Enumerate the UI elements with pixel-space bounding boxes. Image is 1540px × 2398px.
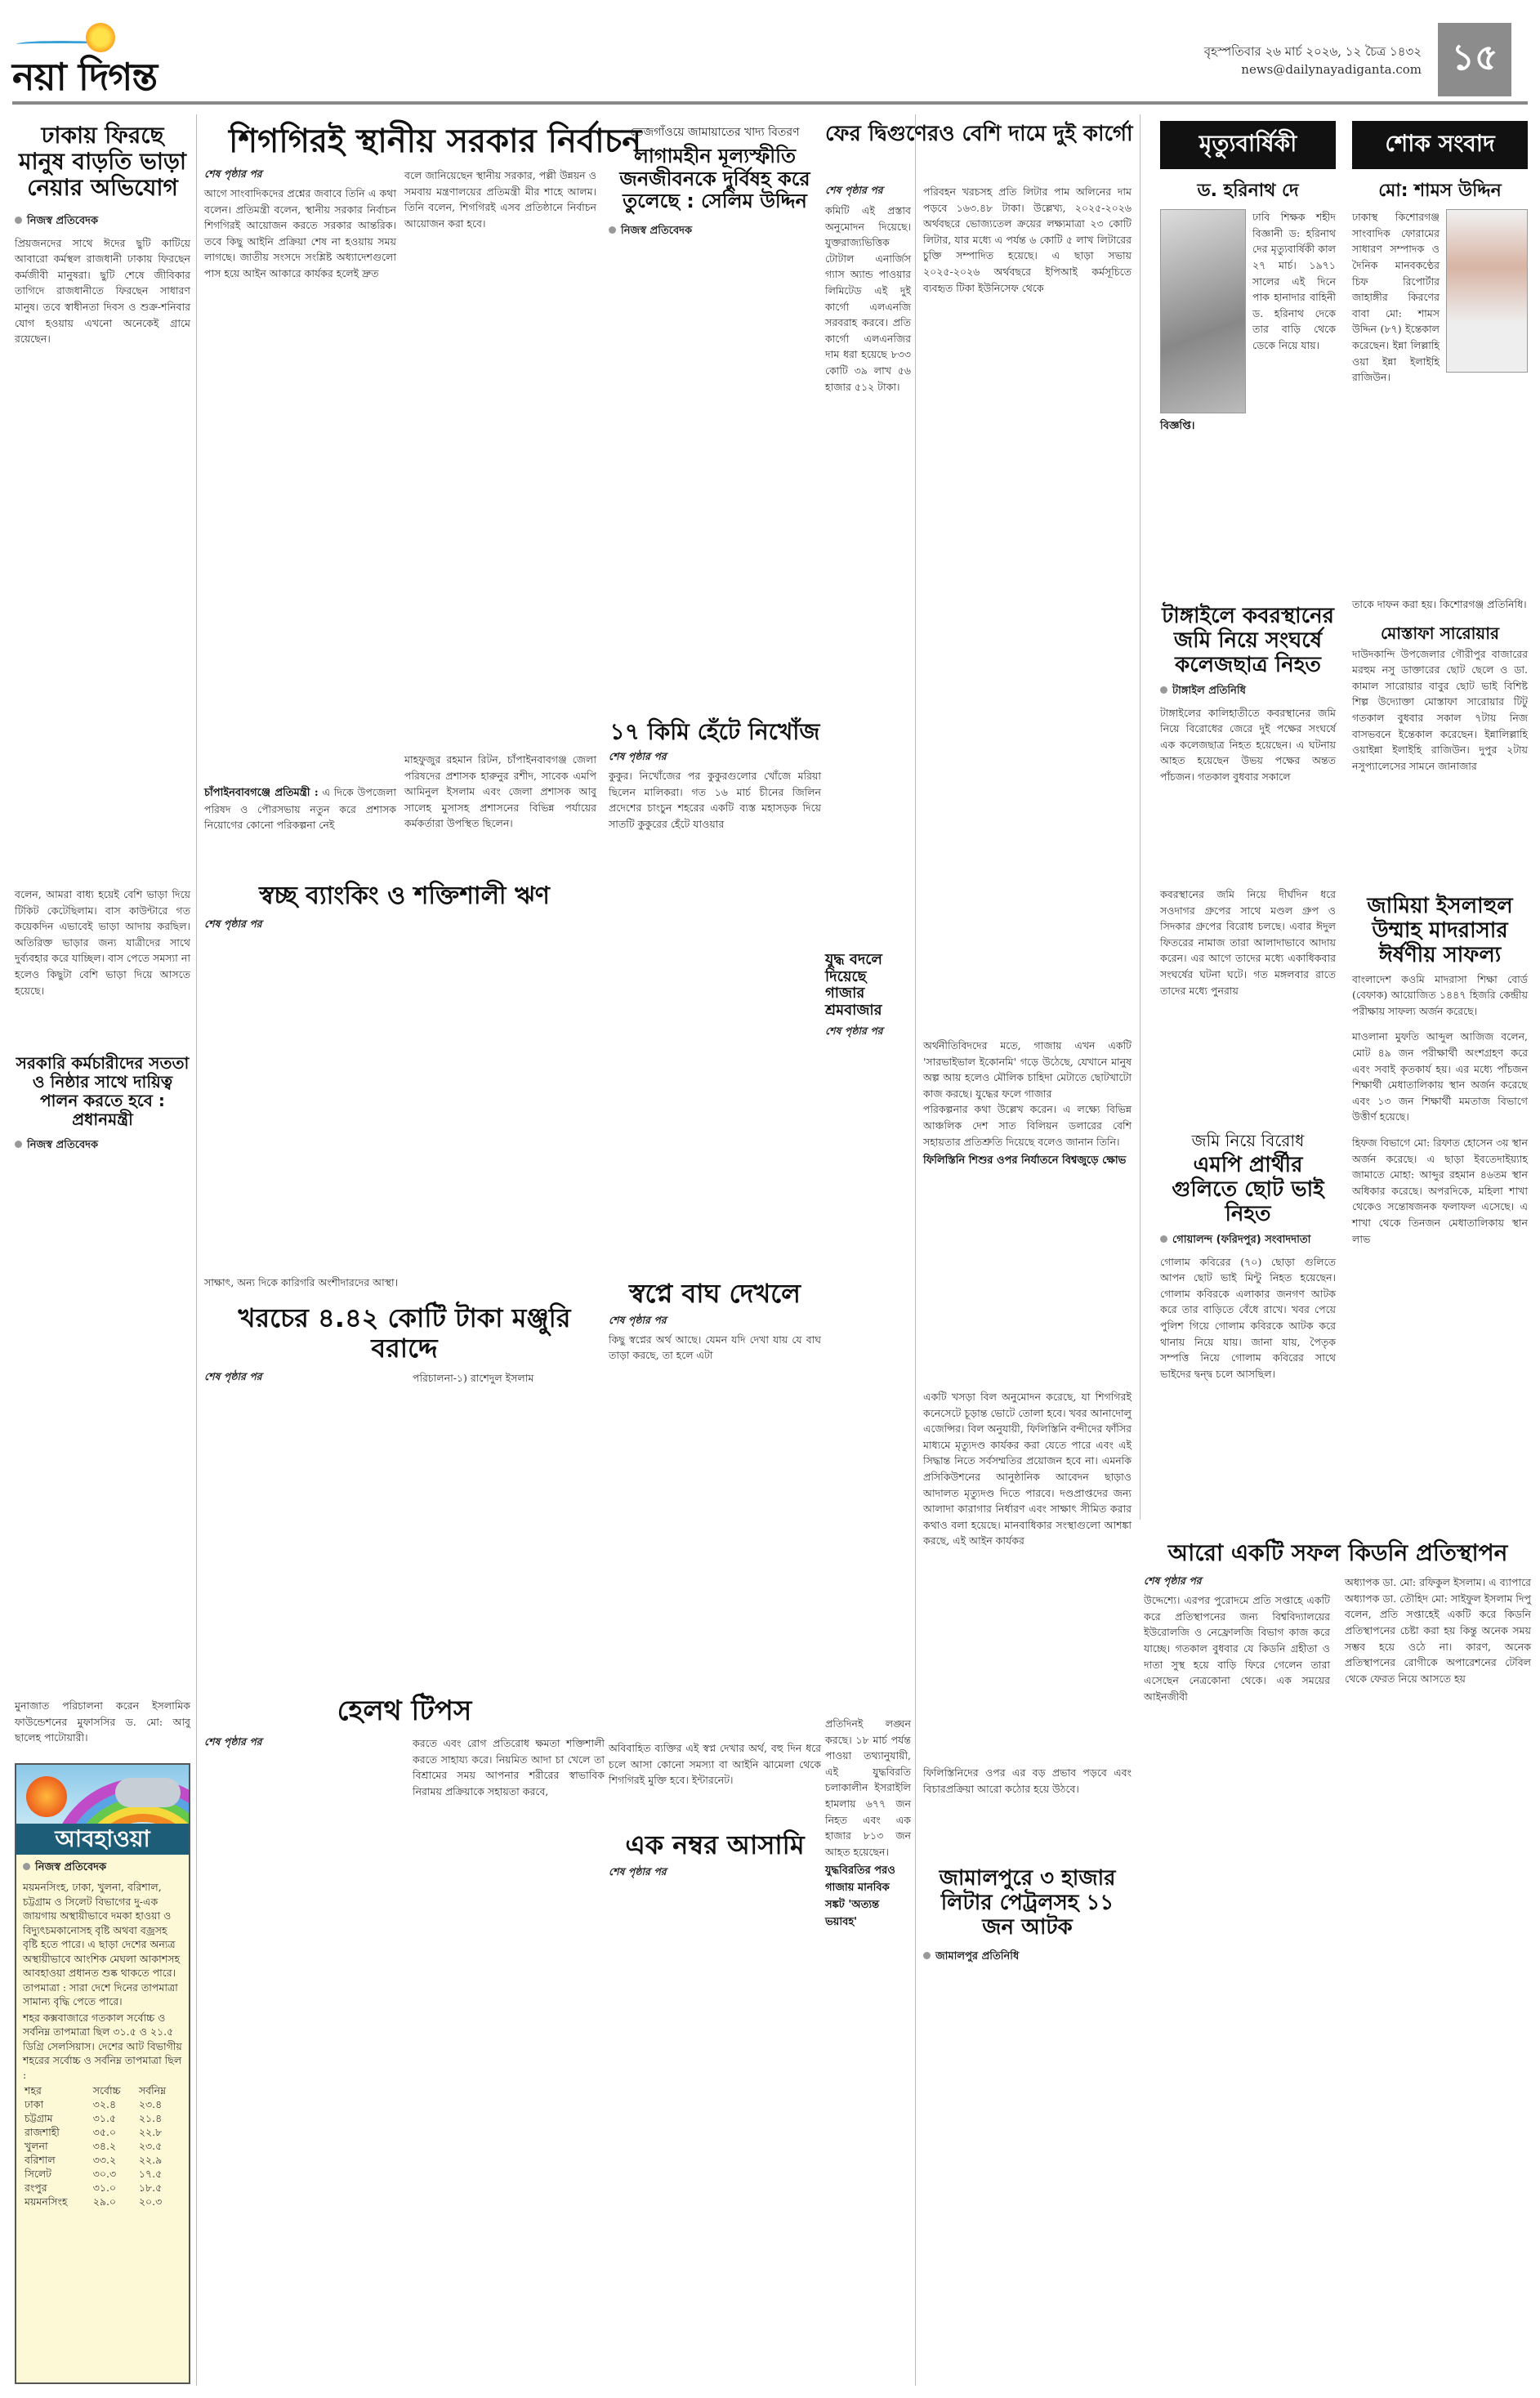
kicker: জমি নিয়ে বিরোধ (1191, 1131, 1305, 1150)
subhead: চাঁপাইনবাবগঞ্জে প্রতিমন্ত্রী : (204, 787, 319, 799)
continued-label: শেষ পৃষ্ঠার পর (609, 1313, 667, 1326)
issue-date: বৃহস্পতিবার ২৬ মার্চ ২০২৬, ১২ চৈত্র ১৪৩২ (1203, 44, 1422, 59)
table-row (23, 2181, 182, 2195)
article-local-election-col2 (404, 167, 596, 231)
min-temp: ২৩.৪ (138, 2098, 163, 2110)
article-body: পরিচালনা-১) রাশেদুল ইসলাম (413, 1371, 534, 1384)
article-body-2: পরিবহন খরচসহ প্রতি লিটার পাম অলিনের দাম পড়বে ১৬৩.৪৮ টাকা। উল্লেখ্য, ২০২৫-২০২৬ অর্থবছরে ভোজ্যতেল ক্রয়ের লক্ষ্যমাত্রা ২৩ কোটি লিটার, যার মধ্যে এ পর্যন্ত ৬ কোটি ৫ লাখ লিটারের চুক্তি সম্পাদিত হয়েছে। এ ছাড়া সভায় ২০২৫-২০২৬ অর্থবছরে ইপিআই কর্মসূচিতে ব্যবহৃত টিকা ইউনিসেফ থেকে (923, 185, 1132, 294)
article-tangail (1160, 605, 1336, 785)
max-temp: ২৯.০ (92, 2195, 117, 2208)
table-row (23, 2097, 182, 2111)
article-lng-cargo-col1 (825, 184, 911, 202)
article-gaza-col2 (923, 1038, 1132, 1170)
continued-label: শেষ পৃষ্ঠার পর (825, 184, 883, 196)
dateline (1204, 42, 1422, 78)
city: রংপুর (25, 2181, 47, 2194)
subhead: ফিলিস্তিনি শিশুর ওপর নির্যাতনে বিশ্বজুড়ে ক্ষোভ (923, 1154, 1127, 1168)
city: সিলেট (25, 2168, 51, 2180)
byline: গোয়ালন্দ (ফরিদপুর) সংবাদদাতা (1172, 1233, 1311, 1246)
max-temp: ৩০.৩ (92, 2168, 117, 2180)
header-min: সর্বনিম্ন (138, 2084, 167, 2097)
portrait-photo (1446, 209, 1528, 373)
continued-label: শেষ পৃষ্ঠার পর (204, 167, 262, 180)
min-temp: ২২.৮ (138, 2126, 163, 2138)
article-body: গোলাম কবিরের (৭০) ছোড়া গুলিতে আপন ছোট ভাই মিন্টু নিহত হয়েছেন। গোলাম কবিরকে এলাকার জনগণ আটক করে তার বাড়িতে বেঁধে রাখে। খবর পেয়ে পুলিশ গিয়ে গোলাম কবিরকে আটক করে থানায় নিয়ে যায়। জানা যায়, পৈতৃক সম্পত্তি নিয়ে গোলাম কবিরের সাথে ভাইদের দ্বন্দ্ব চলে আসছিল। (1160, 1255, 1336, 1380)
byline: জামালপুর প্রতিনিধি (935, 1949, 1020, 1963)
continued-label: শেষ পৃষ্ঠার পর (204, 1735, 262, 1748)
article-body: টাঙ্গাইলের কালিহাতীতে কবরস্থানের জমি নিয়ে বিরোধের জেরে দুই পক্ষের সংঘর্ষে এক কলেজছাত্র নিহত হয়েছেন। এ ঘটনায় আহত হয়েছেন উভয় পক্ষের অন্তত পাঁচজন। গতকাল বুধবার সকালে (1160, 706, 1336, 784)
header-city: শহর (25, 2084, 42, 2097)
article-body-2: অধ্যাপক ডা. মো: রফিকুল ইসলাম। এ ব্যাপারে অধ্যাপক ডা. তৌহিদ মো: সাইফুল ইসলাম দিপু বলেন, প্রতি সপ্তাহেই একটি করে কিডনি প্রতিস্থাপনের চেষ্টা করা হয় কিন্তু অনেক সময় সম্ভব হয়ে ওঠে না। কারণ, অনেক প্রতিস্থাপনের রোগীকে অপারেশনের টেবিল থেকে ফেরত নিয়ে আসতে হয় (1345, 1576, 1531, 1685)
article-dhaka-return (15, 123, 190, 347)
article-body: কুকুর। নিখোঁজের পর কুকুরগুলোর খোঁজে মরিয়া ছিলেন মালিকরা। গত ১৬ মার্চ চীনের জিলিন প্রদেশের চাংচুন শহরের একটি ব্যস্ত মহাসড়ক দিয়ে সাতটি কুকুরের হেঁটে যাওয়ার (609, 770, 821, 830)
article-local-election-subhead (204, 784, 396, 833)
subhead-body: এ দিকে উপজেলা পরিষদ ও পৌরসভায় নতুন করে প্রশাসক নিয়োগের কোনো পরিকল্পনা নেই (204, 786, 396, 832)
article-body: কিছু স্বপ্নের অর্থ আছে। যেমন যদি দেখা যায় যে বাঘ তাড়া করছে, তা হলে এটা (609, 1333, 821, 1362)
article-lng-cargo-col2 (923, 184, 1132, 296)
person-name-2: মোস্তাফা সারোয়ার (1380, 623, 1499, 643)
headline: হেলথ টিপস (337, 1695, 472, 1727)
headline-lng-cargo: ফের দ্বিগুণেরও বেশি দামে দুই কার্গো (825, 122, 1133, 146)
kicker: তেজগাঁওয়ে জামায়াতের খাদ্য বিতরণ (630, 126, 800, 139)
weather-body: ময়মনসিংহ, ঢাকা, খুলনা, বরিশাল, চট্টগ্রাম ও সিলেট বিভাগের দু-এক জায়গায় অস্থায়ীভাবে দমকা হাওয়া ও বিদ্যুৎচমকানোসহ বৃষ্টি অথবা বজ্রসহ বৃষ্টি হতে পারে। এ ছাড়া দেশের অন্যত্র অস্থায়ীভাবে আংশিক মেঘলা আকাশসহ আবহাওয়া প্রধানত শুষ্ক থাকতে পারে। তাপমাত্রা : সারা দেশে দিনের তাপমাত্রা সামান্য বৃদ্ধি পেতে পারে। (23, 1881, 181, 2007)
obituary-body-2: দাউদকান্দি উপজেলার গৌরীপুর বাজারের মরহুম নসু ডাক্তারের ছোট ছেলে ও ডা. কামাল সারোয়ার বাবুর ছোট ভাই বিশিষ্ট শিল্প উদ্যোক্তা মোস্তাফা সারোয়ার টিটু গতকাল বুধবার সকাল ৭টায় নিজ বাসভবনে ইন্তেকাল করেছেন। ইন্নালিল্লাহি ওয়াইন্না ইলাইহি রাজিউন। দুপুর ২টায় নসুপ্যালেসের সামনে জানাজার (1352, 647, 1528, 772)
article-body: সাক্ষাৎ, অন্য দিকে কারিগরি অংশীদারদের আস্থা। (204, 1276, 399, 1288)
table-row (23, 2139, 182, 2153)
article-body-2: বলে জানিয়েছেন স্থানীয় সরকার, পল্লী উন্নয়ন ও সমবায় মন্ত্রণালয়ের প্রতিমন্ত্রী মীর শাহে আলম। তিনি বলেন, শিগগিরই এসব প্রতিষ্ঠানে নির্বাচন আয়োজন করা হবে। (404, 169, 596, 230)
article-jamalpur (923, 1867, 1132, 1971)
table-row (23, 2195, 182, 2208)
rain-cloud-icon (115, 1778, 181, 1807)
masthead (0, 0, 1540, 106)
article-govt-employees (15, 1054, 190, 1159)
weather-box (15, 1763, 190, 2384)
headline: যুদ্ধ বদলে দিয়েছে গাজার শ্রমবাজার (825, 951, 882, 1020)
city: খুলনা (25, 2140, 48, 2152)
continued-label: শেষ পৃষ্ঠার পর (609, 1864, 667, 1878)
article-mp-candidate (1160, 1132, 1336, 1382)
table-row (23, 2111, 182, 2125)
min-temp: ১৮.৫ (138, 2181, 163, 2194)
headline-local-election: শিগগিরই স্থানীয় সরকার নির্বাচন (229, 123, 642, 160)
max-temp: ৩১.৫ (92, 2112, 117, 2124)
article-body: প্রিয়জনদের সাথে ঈদের ছুটি কাটিয়ে আবারো কর্মস্থল রাজধানী ঢাকায় ফিরছেন কর্মজীবী মানুষরা। ছুটি শেষে জীবিকার তাগিদে রাজধানীতে ফিরছেন সাধারণ মানুষ। তবে স্বাধীনতা দিবস ও শুক্র-শনিবার যোগ হওয়ায় এখনো অনেকেই গ্রামে রয়েছেন। (15, 236, 190, 346)
headline: খরচের ৪.৪২ কোটি টাকা মঞ্জুরি বরাদ্দে (238, 1302, 571, 1364)
article-israel-bill (923, 1389, 1132, 1549)
max-temp: ৩২.৪ (92, 2098, 117, 2110)
person-name: ড. হরিনাথ দে (1197, 181, 1299, 201)
min-temp: ১৭.৫ (138, 2168, 163, 2180)
page-number: ১৫ (1438, 23, 1511, 96)
headline: ১৭ কিমি হেঁটে নিখোঁজ (609, 718, 820, 745)
article-body: উদ্দেশ্যে। এরপর পুরোদমে প্রতি সপ্তাহে একটি করে প্রতিস্থাপনের জন্য বিশ্ববিদ্যালয়ের ইউরোলজি ও নেফ্রোলজি বিভাগ কাজ করে যাচ্ছে। গতকাল বুধবার যে কিডনি গ্রহীতা ও দাতা সুস্থ হয়ে বাড়ি ফিরে গেলেন তারা এসেছেন নেত্রকোনা থেকে। এক সময়ের আইনজীবী (1144, 1594, 1330, 1703)
byline: টাঙ্গাইল প্রতিনিধি (1172, 684, 1246, 697)
article-health-tips (204, 1695, 605, 1799)
article-kidney (1144, 1540, 1532, 1704)
box-title: মৃত্যুবার্ষিকী (1160, 121, 1336, 169)
article-body-2: কবরস্থানের জমি নিয়ে দীর্ঘদিন ধরে সওদাগর গ্রুপের সাথে মণ্ডল গ্রুপ ও সিদকার গ্রুপের বিরোধ চলছে। এবার ঈদুল ফিতরের নামাজ তারা আলাদাভাবে আদায় করেন। এর আগে তাদের মধ্যে একাধিকবার সংঘর্ষের ঘটনা ঘটে। গত মঙ্গলবার রাতে তাদের মধ্যে পুনরায় (1160, 888, 1336, 997)
headline: লাগামহীন মূল্যস্ফীতি জনজীবনকে দুর্বিষহ করে তুলেছে : সেলিম উদ্দিন (619, 145, 810, 213)
article-body-end: বলেন, আমরা বাধ্য হয়েই বেশি ভাড়া দিয়ে টিকিট কেটেছিলাম। বাস কাউন্টারে গত কয়েকদিন এভাবেই ভাড়া আদায় করছিল। অতিরিক্ত ভাড়ার জন্য যাত্রীদের সাথে দুর্ব্যবহার করে যাচ্ছিল। বাস পেতে সমস্যা না হলেও কিছুটা বেশি ভাড়া দিয়ে আসতে হয়েছে। (15, 888, 190, 997)
article-body-3: প্রতিদিনই লঙ্ঘন করছে। ১৮ মার্চ পর্যন্ত পাওয়া তথ্যানুযায়ী, এই যুদ্ধবিরতি চলাকালীন ইসরাইলি হামলায় ৬৭৭ জন নিহত এবং এক হাজার ৮১৩ জন আহত হয়েছেন। (825, 1717, 911, 1858)
obituary-box-continued (1352, 596, 1528, 774)
article-body-2: পরিকল্পনার কথা উল্লেখ করেন। এ লক্ষ্যে বিভিন্ন আঞ্চলিক দেশ সাত বিলিয়ন ডলারের বেশি সহায়তার প্রতিশ্রুতি দিয়েছে বলেও জানান তিনি। (923, 1103, 1132, 1148)
city: ঢাকা (25, 2098, 44, 2110)
min-temp: ২৩.৫ (138, 2140, 163, 2152)
article-body: অর্থনীতিবিদদের মতে, গাজায় এখন একটি 'সারভাইভাল ইকোনমি' গড়ে উঠেছে, যেখানে মানুষ অল্প আয় হলেও মৌলিক চাহিদা মেটাতে ছোটখাটো কাজ করছে। যুদ্ধের ফলে গাজার (923, 1039, 1132, 1100)
signoff: বিজ্ঞপ্তি। (1160, 420, 1195, 433)
portrait-photo (1160, 209, 1246, 413)
city: চট্টগ্রাম (25, 2112, 53, 2124)
byline: নিজস্ব প্রতিবেদক (27, 1139, 99, 1151)
continued-label: শেষ পৃষ্ঠার পর (204, 1369, 262, 1382)
article-body-4: ফিলিস্তিনিদের ওপর এর বড় প্রভাব পড়বে এবং বিচারপ্রক্রিয়া আরো কঠোর হয়ে উঠবে। (923, 1766, 1132, 1795)
headline: এমপি প্রার্থীর গুলিতে ছোট ভাই নিহত (1172, 1153, 1324, 1226)
article-body: একটি খসড়া বিল অনুমোদন করেছে, যা শিগগিরই কনেসেটে চূড়ান্ত ভোটে তোলা হবে। খবর আনাদোলু এজেন্সির। বিল অনুযায়ী, ফিলিস্তিনি বন্দীদের ফাঁসির মাধ্যমে মৃত্যুদণ্ড কার্যকর করা যেতে পারে এবং এই সিদ্ধান্ত নিতে সর্বসম্মতির প্রয়োজন হবে না। এমনকি প্রসিকিউশনের আনুষ্ঠানিক আবেদন ছাড়াও আদালত মৃত্যুদণ্ড দিতে পারবে। দণ্ডপ্রাপ্তদের জন্য আলাদা কারাগার নির্ধারণ এবং সাক্ষাৎ সীমিত করার কথাও বলা হয়েছে। মানবাধিকার সংস্থাগুলো আশঙ্কা করছে, এই আইন কার্যকর (923, 1391, 1132, 1547)
contact-email: news@dailynayadiganta.com (1241, 62, 1422, 77)
article-inflation (609, 123, 821, 245)
byline: নিজস্ব প্রতিবেদক (27, 214, 99, 227)
article-body-end: মুনাজাত পরিচালনা করেন ইসলামিক ফাউন্ডেশনের মুফাসসির ড. মো: আবু ছালেহ পাটোয়ারী। (15, 1699, 190, 1744)
weather-title: আবহাওয়া (16, 1824, 189, 1855)
article-local-election-col1 (204, 167, 396, 282)
headline: টাঙ্গাইলে কবরস্থানের জমি নিয়ে সংঘর্ষে কলেজছাত্র নিহত (1162, 604, 1334, 677)
article-body: কমিটি এই প্রস্তাব অনুমোদন দিয়েছে। যুক্তরাজ্যভিত্তিক টোটাল এনার্জিস গ্যাস অ্যান্ড পাওয়ার লিমিটেড এই দুই কার্গো এলএনজি সরবরাহ করবে। প্রতি কার্গো এলএনজির দাম ধরা হয়েছে ৮৩৩ কোটি ৩৯ লাখ ৫৬ হাজার ৫১২ টাকা। (825, 204, 911, 393)
anniversary-body: ঢাবি শিক্ষক শহীদ বিজ্ঞানী ড: হরিনাথ দের মৃত্যুবার্ষিকী কাল ২৭ মার্চ। ১৯৭১ সালের এই দিনে পাক হানাদার বাহিনী ড. হরিনাথ দেকে তার বাড়ি থেকে ডেকে নিয়ে যায়। (1252, 211, 1336, 352)
min-temp: ২০.৩ (138, 2195, 163, 2208)
headline: এক নম্বর আসামি (625, 1829, 805, 1860)
article-body: আগে সাংবাদিকদের প্রশ্নের জবাবে তিনি এ কথা বলেন। প্রতিমন্ত্রী বলেন, স্থানীয় সরকার নির্বাচন শিগগিরই আয়োজন করতে সরকার আন্তরিক। তবে কিছু আইনি প্রক্রিয়া শেষ না হওয়ায় সময় লাগছে। জাতীয় সংসদে সংশ্লিষ্ট অধ্যাদেশগুলো পাস হয়ে আইন আকারে কার্যকর হলেই দ্রুত (204, 187, 396, 279)
newspaper-logo (12, 18, 200, 99)
max-temp: ৩৪.২ (92, 2140, 117, 2152)
continued-label: শেষ পৃষ্ঠার পর (204, 917, 262, 930)
article-tiger-dream (609, 1279, 821, 1364)
article-body-end: অবিবাহিত ব্যক্তির এই স্বপ্ন দেখার অর্থ, বহু দিন ধরে চলে আসা কোনো সমস্যা বা আইনি ঝামেলা থেকে শিগগিরই মুক্তি হবে। ইন্টারনেট। (609, 1742, 821, 1787)
obituary-body: ঢাকাস্থ কিশোরগঞ্জ সাংবাদিক ফোরামের সাধারণ সম্পাদক ও দৈনিক মানবকণ্ঠের চিফ রিপোর্টার জাহাঙ্গীর কিরণের বাবা মো: শামস উদ্দিন (৮৭) ইন্তেকাল করেছেন। ইন্না লিল্লাহি ওয়া ইন্না ইলাইহি রাজিউন। (1352, 211, 1440, 384)
column-divider (915, 114, 916, 2386)
continued-label: শেষ পৃষ্ঠার পর (1144, 1574, 1202, 1588)
article-body: বাংলাদেশ কওমি মাদরাসা শিক্ষা বোর্ড (বেফাক) আয়োজিত ১৪৪৭ হিজরি কেন্দ্রীয় পরীক্ষায় সাফল্য অর্জন করেছে। (1352, 972, 1528, 1017)
headline: ঢাকায় ফিরছে মানুষ বাড়তি ভাড়া নেয়ার অভিযোগ (18, 122, 187, 202)
obituary-body-end: তাকে দাফন করা হয়। কিশোরগঞ্জ প্রতিনিধি। (1352, 598, 1527, 610)
article-walk-17km (609, 719, 821, 833)
box-title: শোক সংবাদ (1352, 121, 1528, 169)
article-body-3: হিফজ বিভাগে মো: রিফাত হোসেন ৩য় স্থান অর্জন করেছে। এ ছাড়া ইবতেদাইয়্যাহ জামাতে মোহা: আব্দুর রহমান ৪৬তম স্থান অধিকার করেছে। অপরদিকে, মহিলা শাখা থেকেও সন্তোষজনক ফলাফল এসেছে। এ শাখা থেকে তিনজন মেধাতালিকায় স্থান লাভ (1352, 1136, 1528, 1245)
temperature-table (23, 2083, 182, 2208)
article-body-3: মাহফুজুর রহমান রিটন, চাঁপাইনবাবগঞ্জ জেলা পরিষদের প্রশাসক হারুনুর রশীদ, সাবেক এমপি আমিনুল ইসলাম এবং জেলা প্রশাসক আবু সালেহ মুসাসহ প্রশাসনের বিভিন্ন পর্যায়ের কর্মকর্তারা উপস্থিত ছিলেন। (404, 753, 596, 830)
sun-icon (26, 1776, 67, 1817)
max-temp: ৩৫.০ (92, 2126, 117, 2138)
article-wage-allocation (204, 1303, 605, 1388)
article-transparent-banking (204, 882, 605, 936)
headline: স্বপ্নে বাঘ দেখলে (628, 1278, 801, 1309)
max-temp: ৩৩.২ (92, 2154, 117, 2166)
subhead-2: যুদ্ধবিরতির পরও গাজায় মানবিক সঙ্কট 'অত্যন্ত ভয়াবহ' (825, 1864, 895, 1929)
table-row (23, 2153, 182, 2167)
article-body: করতে এবং রোগ প্রতিরোধ ক্ষমতা শক্তিশালী করতে সাহায্য করে। নিয়মিত আদা চা খেলে তা বিশ্রামের সময় আপনার শরীরের স্বাভাবিক নিরাময় প্রক্রিয়াকে সহায়তা করবে, (413, 1737, 605, 1797)
weather-body-end: শহর কক্সবাজারে গতকাল সর্বোচ্চ ও সর্বনিম্ন তাপমাত্রা ছিল ৩১.৫ ও ২১.৫ ডিগ্রি সেলসিয়াস। দেশের আট বিভাগীয় শহরের সর্বোচ্চ ও সর্বনিম্ন তাপমাত্রা ছিল : (23, 2011, 182, 2081)
max-temp: ৩১.০ (92, 2181, 117, 2194)
continued-label: শেষ পৃষ্ঠার পর (825, 1024, 883, 1037)
article-gaza (825, 952, 911, 1043)
min-temp: ২২.৯ (138, 2154, 163, 2166)
weather-banner (16, 1765, 189, 1855)
byline: নিজস্ব প্রতিবেদক (35, 1861, 107, 1873)
person-name: মো: শামস উদ্দিন (1378, 181, 1502, 201)
sun-icon (86, 23, 115, 52)
table-row (23, 2125, 182, 2139)
min-temp: ২১.৪ (138, 2112, 163, 2124)
article-gaza-col1-end (825, 1716, 911, 1931)
city: রাজশাহী (25, 2126, 60, 2138)
column-divider (196, 114, 197, 2386)
byline: নিজস্ব প্রতিবেদক (621, 224, 693, 237)
headline: জামিয়া ইসলাহুল উম্মাহ মাদরাসার ঈর্ষণীয় সাফল্য (1367, 894, 1513, 967)
headline: জামালপুরে ৩ হাজার লিটার পেট্রলসহ ১১ জন আটক (939, 1866, 1116, 1940)
article-madrasa (1352, 895, 1528, 1247)
table-row (23, 2167, 182, 2181)
header-max: সর্বোচ্চ (92, 2084, 121, 2097)
masthead-rule (12, 101, 1528, 105)
obituary-box (1352, 121, 1528, 386)
death-anniversary-box (1160, 121, 1336, 435)
headline: স্বচ্ছ ব্যাংকিং ও শক্তিশালী ঋণ (259, 882, 550, 910)
headline: আরো একটি সফল কিডনি প্রতিস্থাপন (1167, 1539, 1508, 1566)
continued-label: শেষ পৃষ্ঠার পর (609, 750, 667, 763)
city: বরিশাল (25, 2154, 56, 2166)
logo-text: নয়া দিগন্ত (12, 55, 158, 99)
article-number-one-accused (609, 1830, 821, 1883)
headline: সরকারি কর্মচারীদের সততা ও নিষ্ঠার সাথে দায়িত্ব পালন করতে হবে : প্রধানমন্ত্রী (16, 1053, 190, 1129)
city: ময়মনসিংহ (25, 2195, 68, 2208)
table-header-row (23, 2083, 182, 2097)
article-body-2: মাওলানা মুফতি আব্দুল আজিজ বলেন, মোট ৪৯ জন পরীক্ষার্থী অংশগ্রহণ করে এবং সবাই কৃতকার্য হয়। এর মধ্যে পাঁচজন শিক্ষার্থী মেধাতালিকায় স্থান অর্জন করেছে এবং ১৩ জন শিক্ষার্থী মমতাজ বিভাগে উত্তীর্ণ হয়েছে। (1352, 1030, 1528, 1123)
